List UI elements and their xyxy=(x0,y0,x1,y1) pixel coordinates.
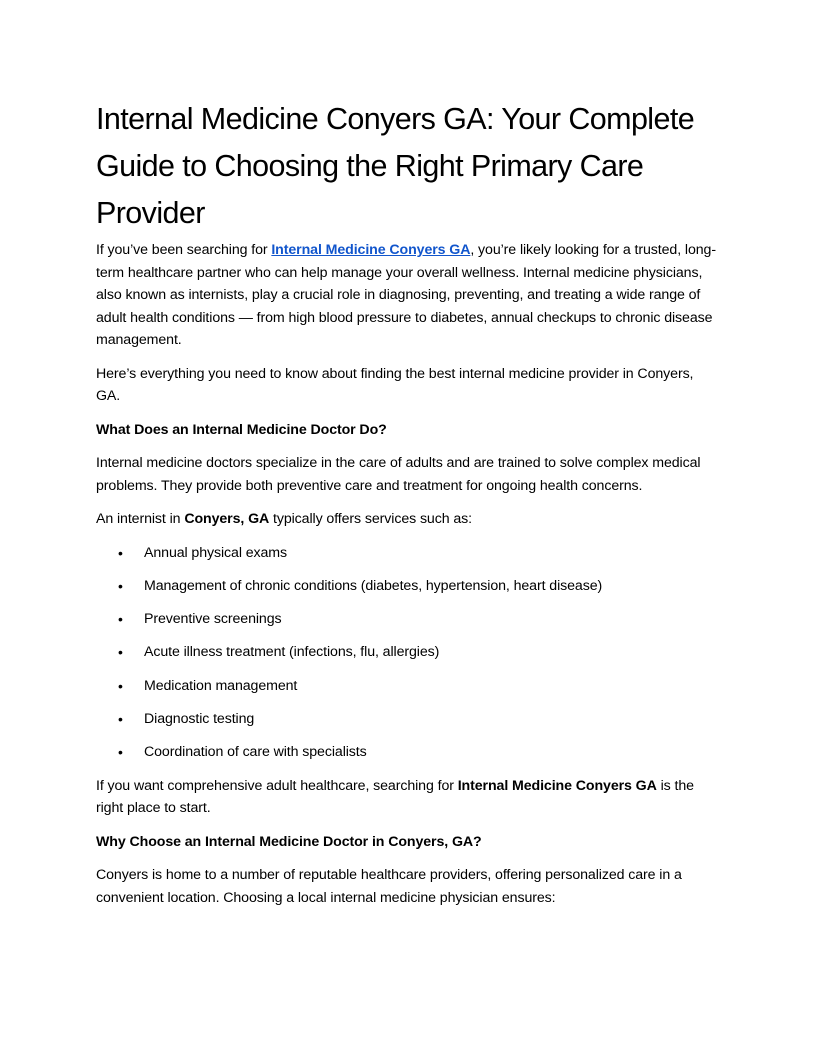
bullet-icon: • xyxy=(118,744,123,761)
document-page xyxy=(96,96,720,920)
page-title: Internal Medicine Conyers GA: Your Complete Guide to Choosing the Right Primary Care Provider xyxy=(96,102,695,230)
services-list xyxy=(96,542,720,764)
intro-text-after: , you’re likely looking for a trusted, long-term healthcare partner who can help manage your overall wellness. Internal medicine physicians, also known as internists, play a crucial role in diagnosing, preventing, and treating a wide range of adult health conditions — from high blood pressure to diabetes, annual checkups to chronic disease management. xyxy=(96,242,716,348)
paragraph-recommendation xyxy=(96,775,720,820)
paragraph-internist-description: Internal medicine doctors specialize in the care of adults and are trained to solve complex medical problems. They provide both preventive care and treatment for ongoing health concerns. xyxy=(96,455,701,494)
intro-paragraph xyxy=(96,239,720,352)
bullet-icon: • xyxy=(118,644,123,661)
list-item xyxy=(96,708,720,731)
list-item-text: Coordination of care with specialists xyxy=(144,744,367,761)
bullet-icon: • xyxy=(118,577,123,594)
list-item xyxy=(96,575,720,598)
internal-medicine-link[interactable]: Internal Medicine Conyers GA xyxy=(271,242,471,258)
bullet-icon: • xyxy=(118,677,123,694)
paragraph-conyers-providers: Conyers is home to a number of reputable healthcare providers, offering personalized care in a convenient location. Choosing a local internal medicine physician ensures: xyxy=(96,867,682,906)
recommendation-after: is the right place to start. xyxy=(96,777,694,817)
bullet-icon: • xyxy=(118,611,123,628)
intro-text-before: If you’ve been searching for xyxy=(96,242,272,258)
services-intro-after: typically offers services such as: xyxy=(269,511,472,527)
recommendation-bold: Internal Medicine Conyers GA xyxy=(457,777,657,794)
list-item xyxy=(96,741,720,764)
paragraph-services-intro xyxy=(96,508,720,531)
list-item xyxy=(96,641,720,664)
bullet-icon: • xyxy=(118,710,123,727)
list-item-text: Preventive screenings xyxy=(144,611,282,628)
list-item xyxy=(96,542,720,565)
list-item xyxy=(96,675,720,698)
list-item-text: Diagnostic testing xyxy=(144,710,255,727)
paragraph-overview: Here’s everything you need to know about finding the best internal medicine provider in Conyers, GA. xyxy=(96,365,694,404)
list-item-text: Annual physical exams xyxy=(144,544,288,561)
list-item-text: Management of chronic conditions (diabetes, hypertension, heart disease) xyxy=(144,577,603,594)
list-item-text: Acute illness treatment (infections, flu, allergies) xyxy=(144,644,440,661)
list-item-text: Medication management xyxy=(144,677,298,694)
recommendation-before: If you want comprehensive adult healthcare, searching for xyxy=(96,777,458,794)
section-heading-why-choose: Why Choose an Internal Medicine Doctor in Conyers, GA? xyxy=(96,833,482,850)
list-item xyxy=(96,608,720,631)
bullet-icon: • xyxy=(118,544,123,561)
section-heading-what-does: What Does an Internal Medicine Doctor Do? xyxy=(96,421,387,438)
services-intro-bold: Conyers, GA xyxy=(184,511,270,527)
services-intro-before: An internist in xyxy=(96,511,185,527)
